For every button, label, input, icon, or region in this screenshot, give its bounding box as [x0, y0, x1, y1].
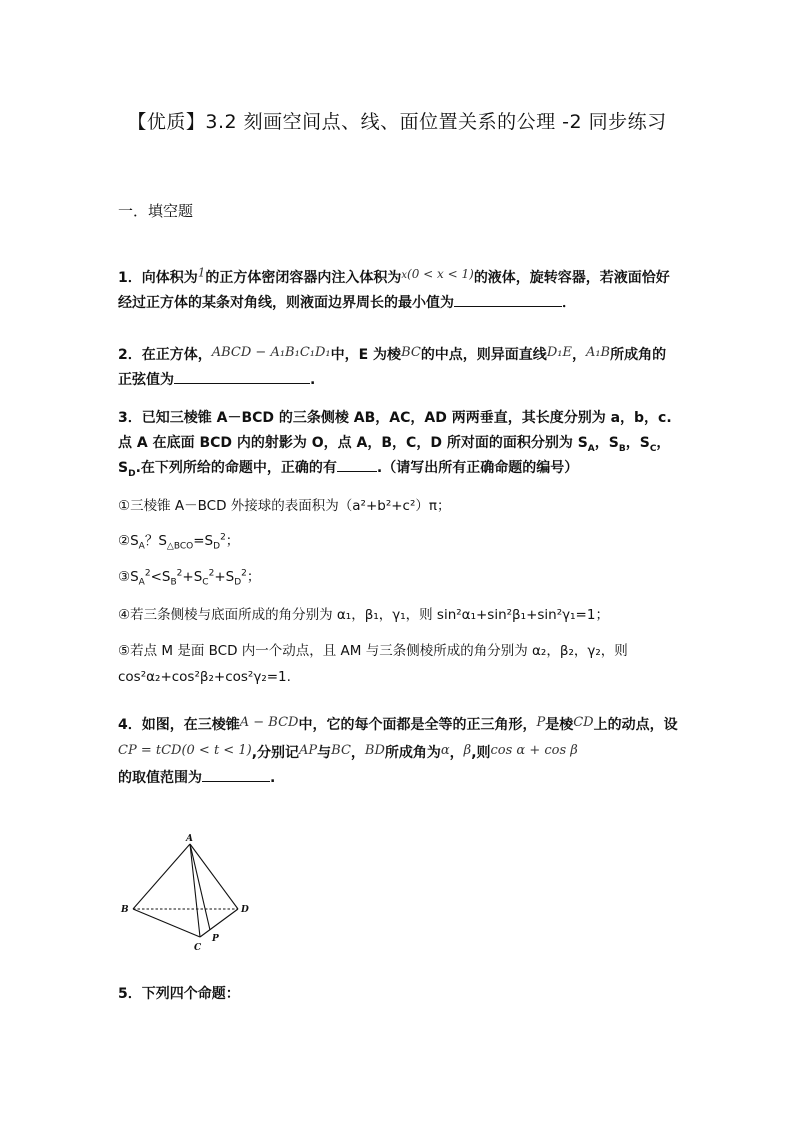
section-heading: 一．填空题 [118, 202, 194, 220]
edge-ab [133, 844, 190, 909]
answer-blank-1 [454, 292, 562, 307]
answer-blank-3 [337, 457, 377, 472]
proposition-2: $②S_A$？$S_{\triangle BCO}=S_D^2$； [118, 532, 240, 552]
label-b: B [121, 905, 129, 915]
proposition-1: ①三棱锥 A－BCD 外接球的表面积为（a²+b²+c²）π； [118, 498, 451, 514]
question-1: 1．向体积为$^1$的正方体密闭容器内注入体积为$^x$(0 < x < 1)的液体，旋转容器，若液面恰好经过正方体的某条对角线，则液面边界周长的最小值为 ． [118, 265, 670, 311]
edge-bc [133, 909, 200, 937]
proposition-4: ④若三条侧棱与底面所成的角分别为 α₁，β₁，γ₁，则 sin²α₁+sin²β₁+sin²γ₁=1； [118, 607, 609, 623]
edge-ac [190, 844, 200, 937]
question-3: 3．已知三棱锥 A－BCD 的三条侧棱 AB，AC，AD 两两垂直，其长度分别为 a，b，c.点 A 在底面 BCD 内的射影为 O，点 A，B，C，D 所对面的面积分别为 $S_A$，$S_B$，$S_C$，$S_D$.在下列所给的命题中，正确的有 .（请写出所有正确命题的编号） [118, 410, 672, 479]
question-2: 2．在正方体，ABCD − A₁B₁C₁D₁中，E 为棱BC的中点，则异面直线D₁E，A₁B所成角的正弦值为 . [118, 345, 667, 388]
answer-blank-2 [174, 369, 310, 384]
tetrahedron-figure [118, 832, 258, 954]
math-one: 1 [197, 265, 206, 280]
label-p: P [212, 934, 219, 944]
label-a: A [186, 834, 193, 844]
answer-blank-4 [202, 767, 270, 782]
question-4: 4．如图，在三棱锥A − BCD中，它的每个面都是全等的正三角形，P是棱CD上的动点，设CP = tCD(0 < t < 1),分别记AP与BC，BD所成角为α，β,则cos α + cos β 的取值范围为 . [118, 715, 678, 786]
page-title: 【优质】3.2 刻画空间点、线、面位置关系的公理 -2 同步练习 [127, 111, 667, 133]
math-cube: ABCD − A₁B₁C₁D₁ [211, 345, 331, 360]
math-condition: (0 < x < 1) [407, 267, 474, 281]
question-5: 5．下列四个命题： [118, 986, 240, 1002]
label-d: D [241, 905, 249, 915]
proposition-5: ⑤若点 M 是面 BCD 内一个动点，且 AM 与三条侧棱所成的角分别为 α₂，β₂，γ₂，则 cos²α₂+cos²β₂+cos²γ₂=1. [118, 643, 628, 685]
label-c: C [194, 943, 202, 953]
proposition-3: $③S_A^2<S_B^2+S_C^2+S_D^2$； [118, 568, 261, 588]
